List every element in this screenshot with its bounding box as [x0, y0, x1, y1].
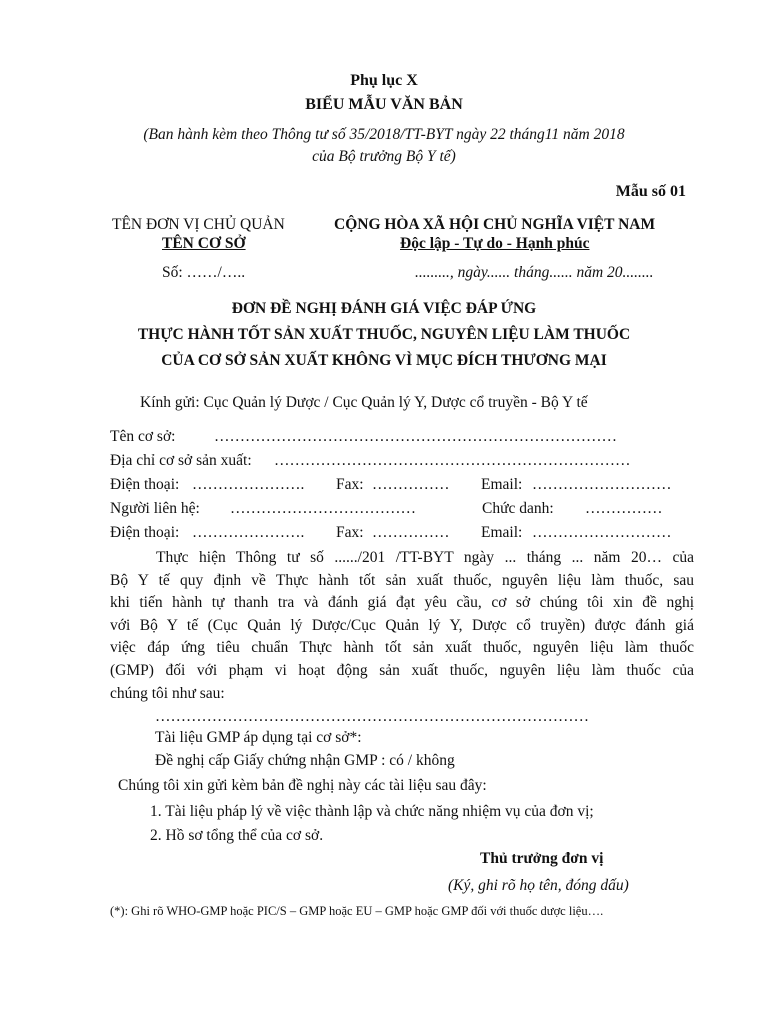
address-label: Địa chỉ cơ sở sản xuất:	[110, 452, 252, 469]
signature-title: Thủ trưởng đơn vị	[480, 850, 604, 867]
doc-title-line2: THỰC HÀNH TỐT SẢN XUẤT THUỐC, NGUYÊN LIỆU LÀM THUỐC	[137, 326, 631, 343]
facility-name-field[interactable]: ……………………………………………………………………	[214, 428, 617, 445]
signature-note: (Ký, ghi rõ họ tên, đóng dấu)	[448, 877, 629, 894]
document-number: Số: ……/…..	[162, 264, 246, 281]
paragraph-line: với Bộ Y tế (Cục Quản lý Dược/Cục Quản lý Y, Dược cổ truyền) được đánh giá	[110, 616, 694, 634]
position-field[interactable]: ……………	[585, 500, 663, 517]
phone2-label: Điện thoại:	[110, 524, 180, 541]
gmp-certificate-line: Đề nghị cấp Giấy chứng nhận GMP : có / không	[155, 752, 455, 769]
paragraph-line: Thực hiện Thông tư số ....../201 /TT-BYT ngày ... tháng ... năm 20… của	[156, 549, 694, 566]
doc-title-line3: CỦA CƠ SỞ SẢN XUẤT KHÔNG VÌ MỤC ĐÍCH THƯƠNG MẠI	[161, 352, 607, 369]
paragraph-line: khi tiến hành tự thanh tra và đánh giá đạt yêu cầu, cơ sở chúng tôi xin đề nghị	[110, 594, 694, 612]
fax2-field[interactable]: ……………	[372, 524, 450, 541]
contact-row	[110, 500, 700, 522]
phone-row	[110, 476, 700, 498]
email-label: Email:	[481, 476, 523, 493]
fax-field[interactable]: ……………	[372, 476, 450, 493]
facility-org-name: TÊN CƠ SỞ	[162, 235, 246, 252]
phone2-row	[110, 524, 700, 546]
fax-label: Fax:	[336, 476, 364, 493]
gmp-document-line: Tài liệu GMP áp dụng tại cơ sở*:	[155, 729, 362, 746]
form-title: BIỂU MẪU VĂN BẢN	[305, 96, 463, 113]
form-number: Mẫu số 01	[615, 183, 686, 200]
phone-label: Điện thoại:	[110, 476, 180, 493]
attachment-item-2: 2. Hồ sơ tổng thể của cơ sở.	[150, 827, 324, 844]
doc-title-line1: ĐƠN ĐỀ NGHỊ ĐÁNH GIÁ VIỆC ĐÁP ỨNG	[231, 300, 537, 317]
country-name: CỘNG HÒA XÃ HỘI CHỦ NGHĨA VIỆT NAM	[334, 216, 656, 233]
request-paragraph	[110, 547, 694, 705]
facility-name-row	[110, 428, 700, 450]
attachment-item-1: 1. Tài liệu pháp lý về việc thành lập và chức năng nhiệm vụ của đơn vị;	[150, 803, 594, 820]
contact-label: Người liên hệ:	[110, 500, 200, 517]
paragraph-line: việc đáp ứng tiêu chuẩn Thực hành tốt sản xuất thuốc, nguyên liệu làm thuốc	[110, 639, 694, 657]
address-row	[110, 452, 700, 474]
position-label: Chức danh:	[482, 500, 554, 517]
email-field[interactable]: ………………………	[532, 476, 672, 493]
issuance-note-line2: của Bộ trưởng Bộ Y tế)	[312, 148, 456, 165]
fax2-label: Fax:	[336, 524, 364, 541]
paragraph-line: chúng tôi như sau:	[110, 684, 225, 702]
parent-org: TÊN ĐƠN VỊ CHỦ QUẢN	[112, 216, 285, 233]
scope-field[interactable]: …………………………………………………………………………	[155, 708, 589, 725]
email2-label: Email:	[481, 524, 523, 541]
paragraph-line: Bộ Y tế quy định về Thực hành tốt sản xuất thuốc, nguyên liệu làm thuốc, sau	[110, 571, 694, 589]
email2-field[interactable]: ………………………	[532, 524, 672, 541]
contact-field[interactable]: ………………………………	[230, 500, 416, 517]
footnote: (*): Ghi rõ WHO-GMP hoặc PIC/S – GMP hoặc EU – GMP hoặc GMP đối với thuốc dược liệu….	[110, 904, 604, 918]
facility-name-label: Tên cơ sở:	[110, 428, 176, 445]
phone-field[interactable]: ………………….	[192, 476, 305, 493]
appendix-label: Phụ lục X	[350, 72, 418, 89]
attachments-intro: Chúng tôi xin gửi kèm bản đề nghị này các tài liệu sau đây:	[118, 777, 487, 794]
paragraph-line: (GMP) đối với phạm vi hoạt động sản xuất thuốc, nguyên liệu làm thuốc của	[110, 661, 694, 679]
national-motto: Độc lập - Tự do - Hạnh phúc	[400, 235, 590, 252]
recipient-line: Kính gửi: Cục Quản lý Dược / Cục Quản lý Y, Dược cổ truyền - Bộ Y tế	[140, 394, 588, 411]
place-date: ........., ngày...... tháng...... năm 20........	[415, 264, 654, 281]
address-field[interactable]: ……………………………………………………………	[274, 452, 631, 469]
issuance-note-line1: (Ban hành kèm theo Thông tư số 35/2018/TT-BYT ngày 22 tháng11 năm 2018	[143, 126, 625, 143]
phone2-field[interactable]: ………………….	[192, 524, 305, 541]
